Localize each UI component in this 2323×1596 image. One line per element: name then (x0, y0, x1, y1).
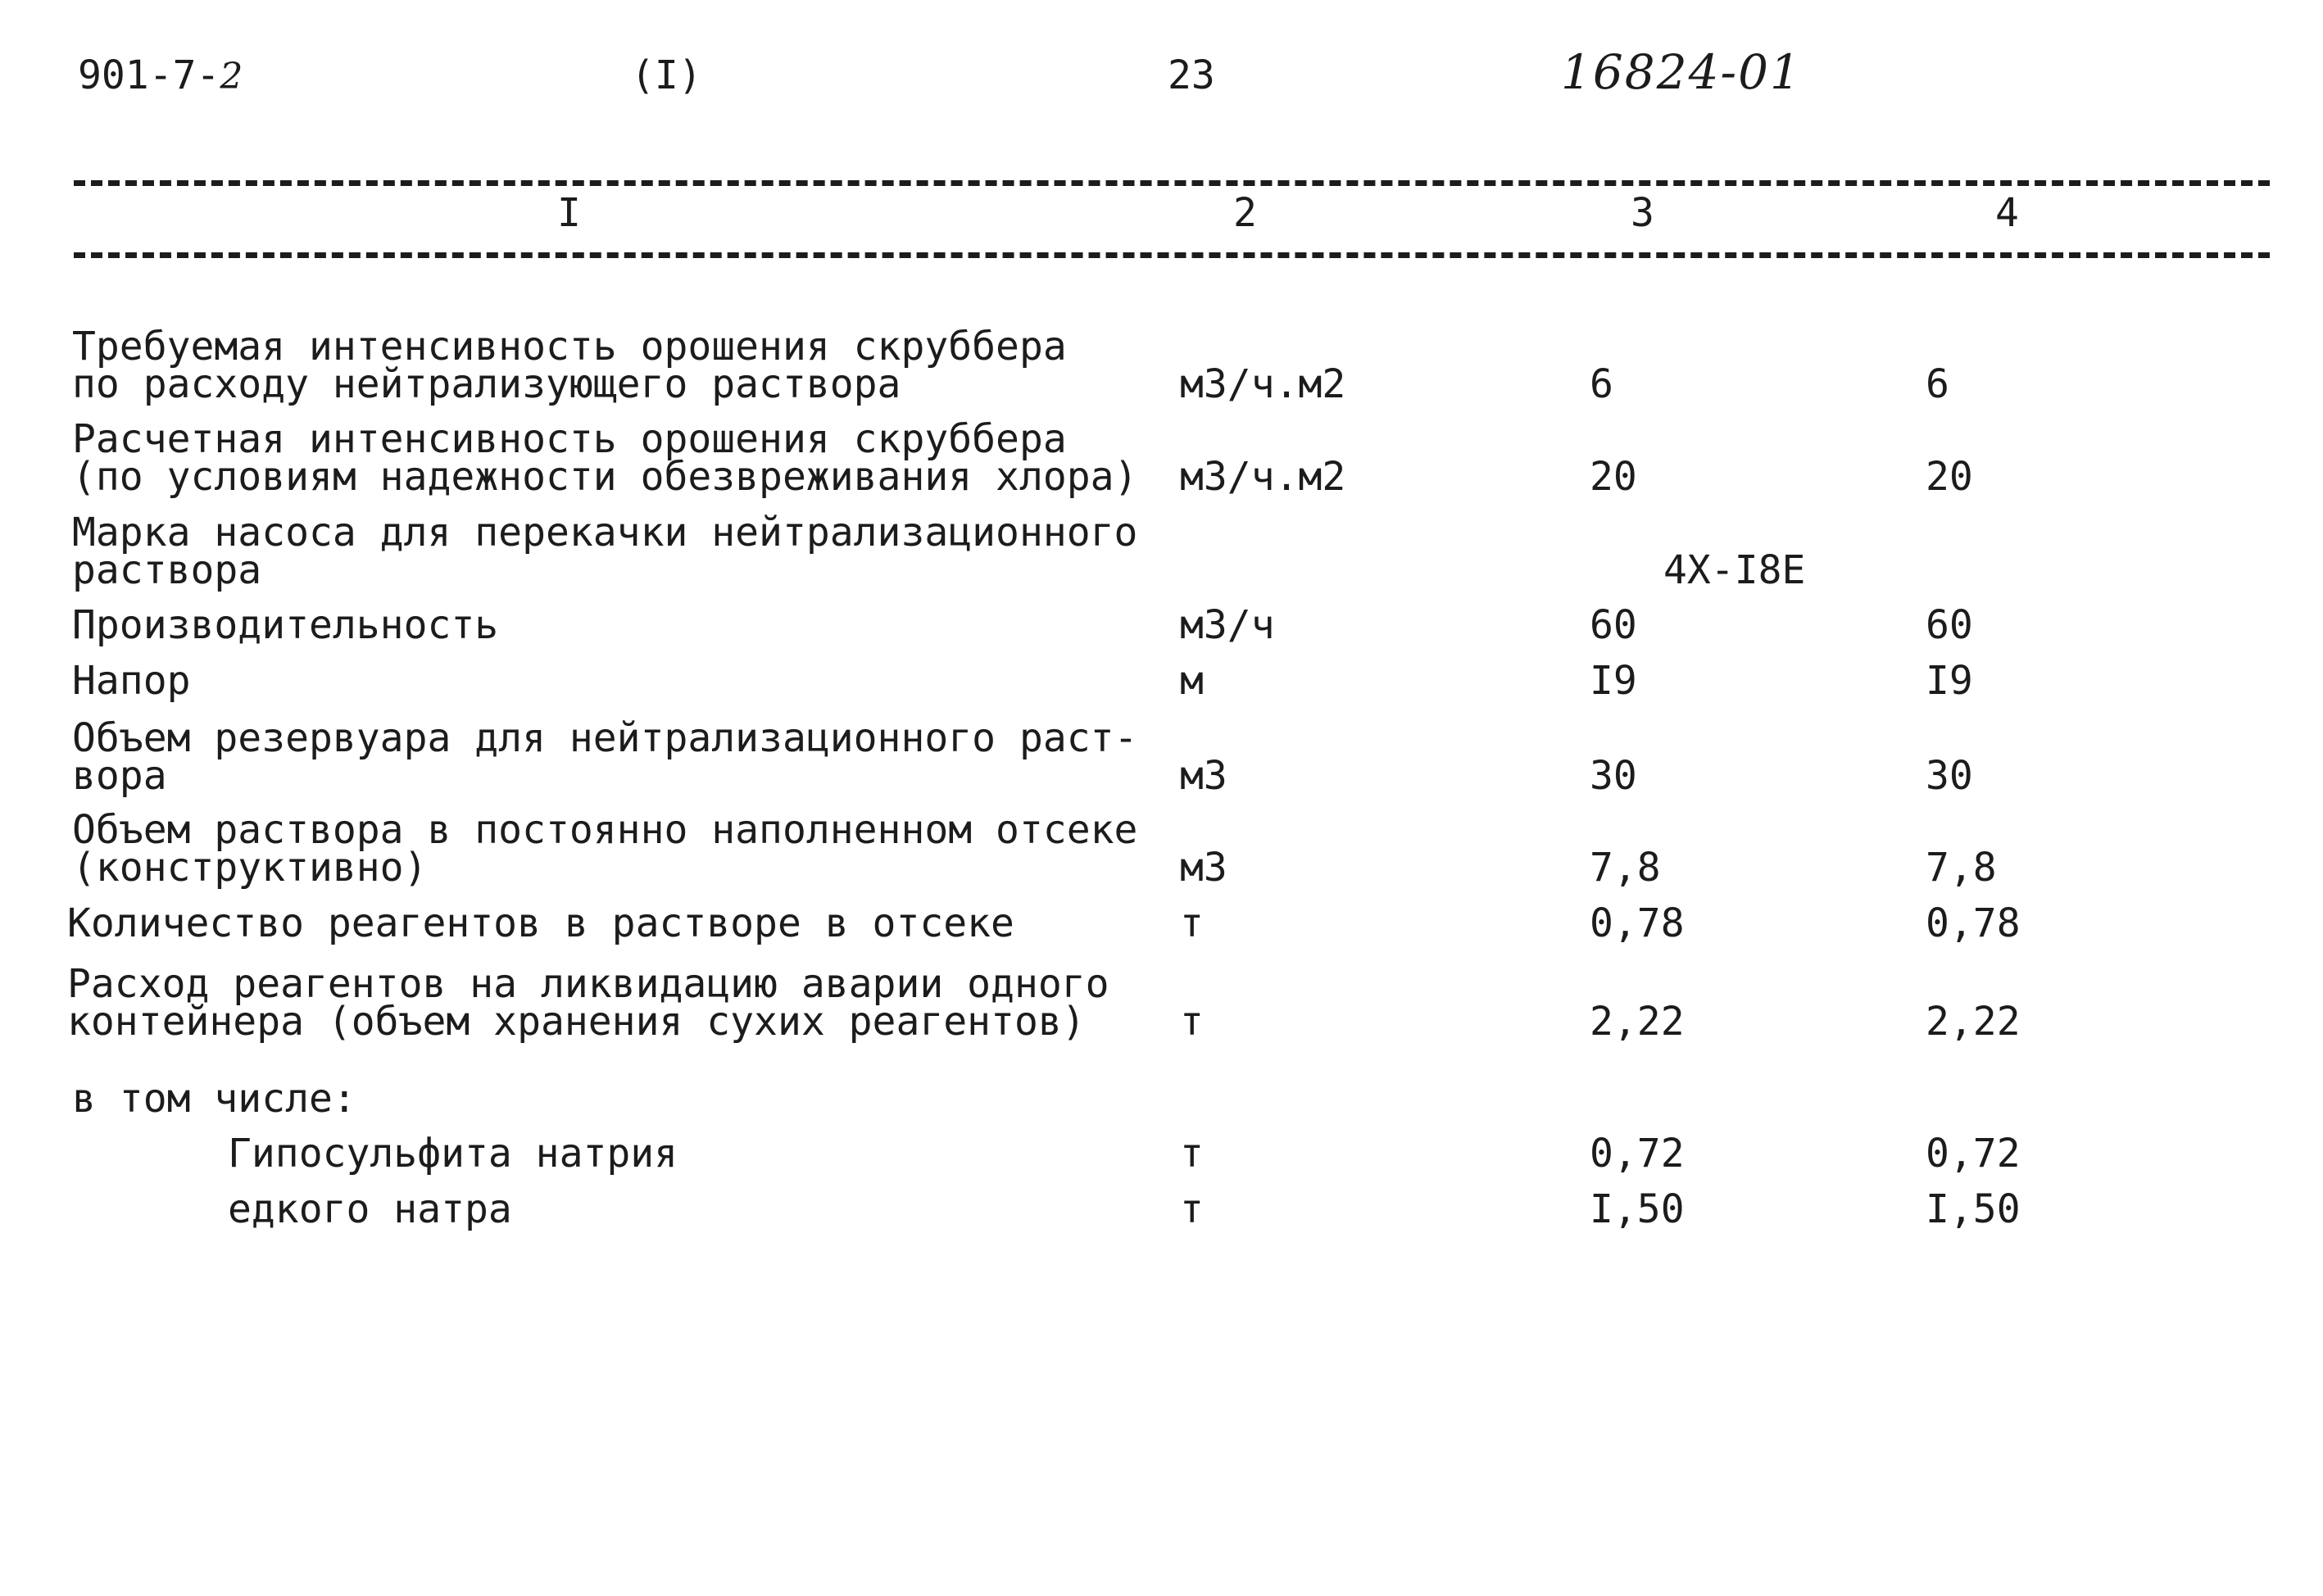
doc-code (78, 51, 244, 102)
row-value-4: 7,8 (1926, 845, 1997, 891)
row-value-4: I9 (1926, 658, 1973, 704)
row-value-3: I,50 (1590, 1186, 1685, 1232)
row-unit: м3/ч (1180, 602, 1275, 648)
row-unit: т (1180, 1186, 1204, 1232)
row-unit: т (1180, 999, 1204, 1045)
row-value-4: 30 (1926, 753, 1973, 799)
row-label: Напор (72, 658, 191, 704)
header-rule-bottom (74, 252, 2270, 258)
handwritten-number: 16824-01 (1561, 44, 1802, 100)
column-number-3: 3 (1631, 190, 1654, 236)
row-unit: м (1180, 658, 1204, 704)
row-label: Гипосульфита натрия (228, 1131, 678, 1177)
row-value-4: 6 (1926, 361, 1949, 407)
row-label: едкого натра (228, 1186, 512, 1232)
column-number-2: 2 (1233, 190, 1257, 236)
row-value-3: 2,22 (1590, 999, 1685, 1045)
doc-code-print: 901-7- (78, 52, 220, 98)
doc-part: (I) (631, 52, 702, 98)
pump-model: 4Х-I8Е (1663, 547, 1806, 593)
column-number-4: 4 (1995, 190, 2019, 236)
row-value-3: 0,72 (1590, 1131, 1685, 1177)
row-value-3: 20 (1590, 454, 1637, 500)
row-value-3: 6 (1590, 361, 1613, 407)
subheading-including: в том числе: (72, 1076, 356, 1122)
row-unit: м3 (1180, 753, 1227, 799)
row-label: Объем резервуара для нейтрализационного раст- вора (72, 715, 1138, 799)
row-unit: м3/ч.м2 (1180, 454, 1346, 500)
row-value-4: 0,78 (1926, 900, 2021, 946)
row-label: Расход реагентов на ликвидацию аварии одного контейнера (объем хранения сухих реагентов) (67, 961, 1109, 1045)
row-value-3: 30 (1590, 753, 1637, 799)
row-unit: м3/ч.м2 (1180, 361, 1346, 407)
row-unit: м3 (1180, 845, 1227, 891)
row-label: Производительность (72, 602, 499, 648)
row-label: Марка насоса для перекачки нейтрализационного раствора (72, 510, 1138, 593)
header-rule-top (74, 180, 2270, 186)
row-unit: т (1180, 1131, 1204, 1177)
row-value-3: 7,8 (1590, 845, 1661, 891)
row-label: Объем раствора в постоянно наполненном отсеке (конструктивно) (72, 807, 1138, 891)
row-value-4: 0,72 (1926, 1131, 2021, 1177)
column-number-1: I (557, 190, 581, 236)
row-value-4: I,50 (1926, 1186, 2021, 1232)
page-number: 23 (1168, 52, 1215, 98)
row-unit: т (1180, 900, 1204, 946)
row-label: Требуемая интенсивность орошения скруббера по расходу нейтрализующего раствора (72, 324, 1067, 407)
row-value-3: 60 (1590, 602, 1637, 648)
row-value-4: 60 (1926, 602, 1973, 648)
row-value-3: I9 (1590, 658, 1637, 704)
row-label: Расчетная интенсивность орошения скруббера (по условиям надежности обезвреживания хлора) (72, 416, 1138, 500)
row-value-4: 2,22 (1926, 999, 2021, 1045)
row-label: Количество реагентов в растворе в отсеке (67, 900, 1014, 946)
row-value-3: 0,78 (1590, 900, 1685, 946)
doc-code-handwritten: 2 (220, 56, 245, 97)
row-value-4: 20 (1926, 454, 1973, 500)
